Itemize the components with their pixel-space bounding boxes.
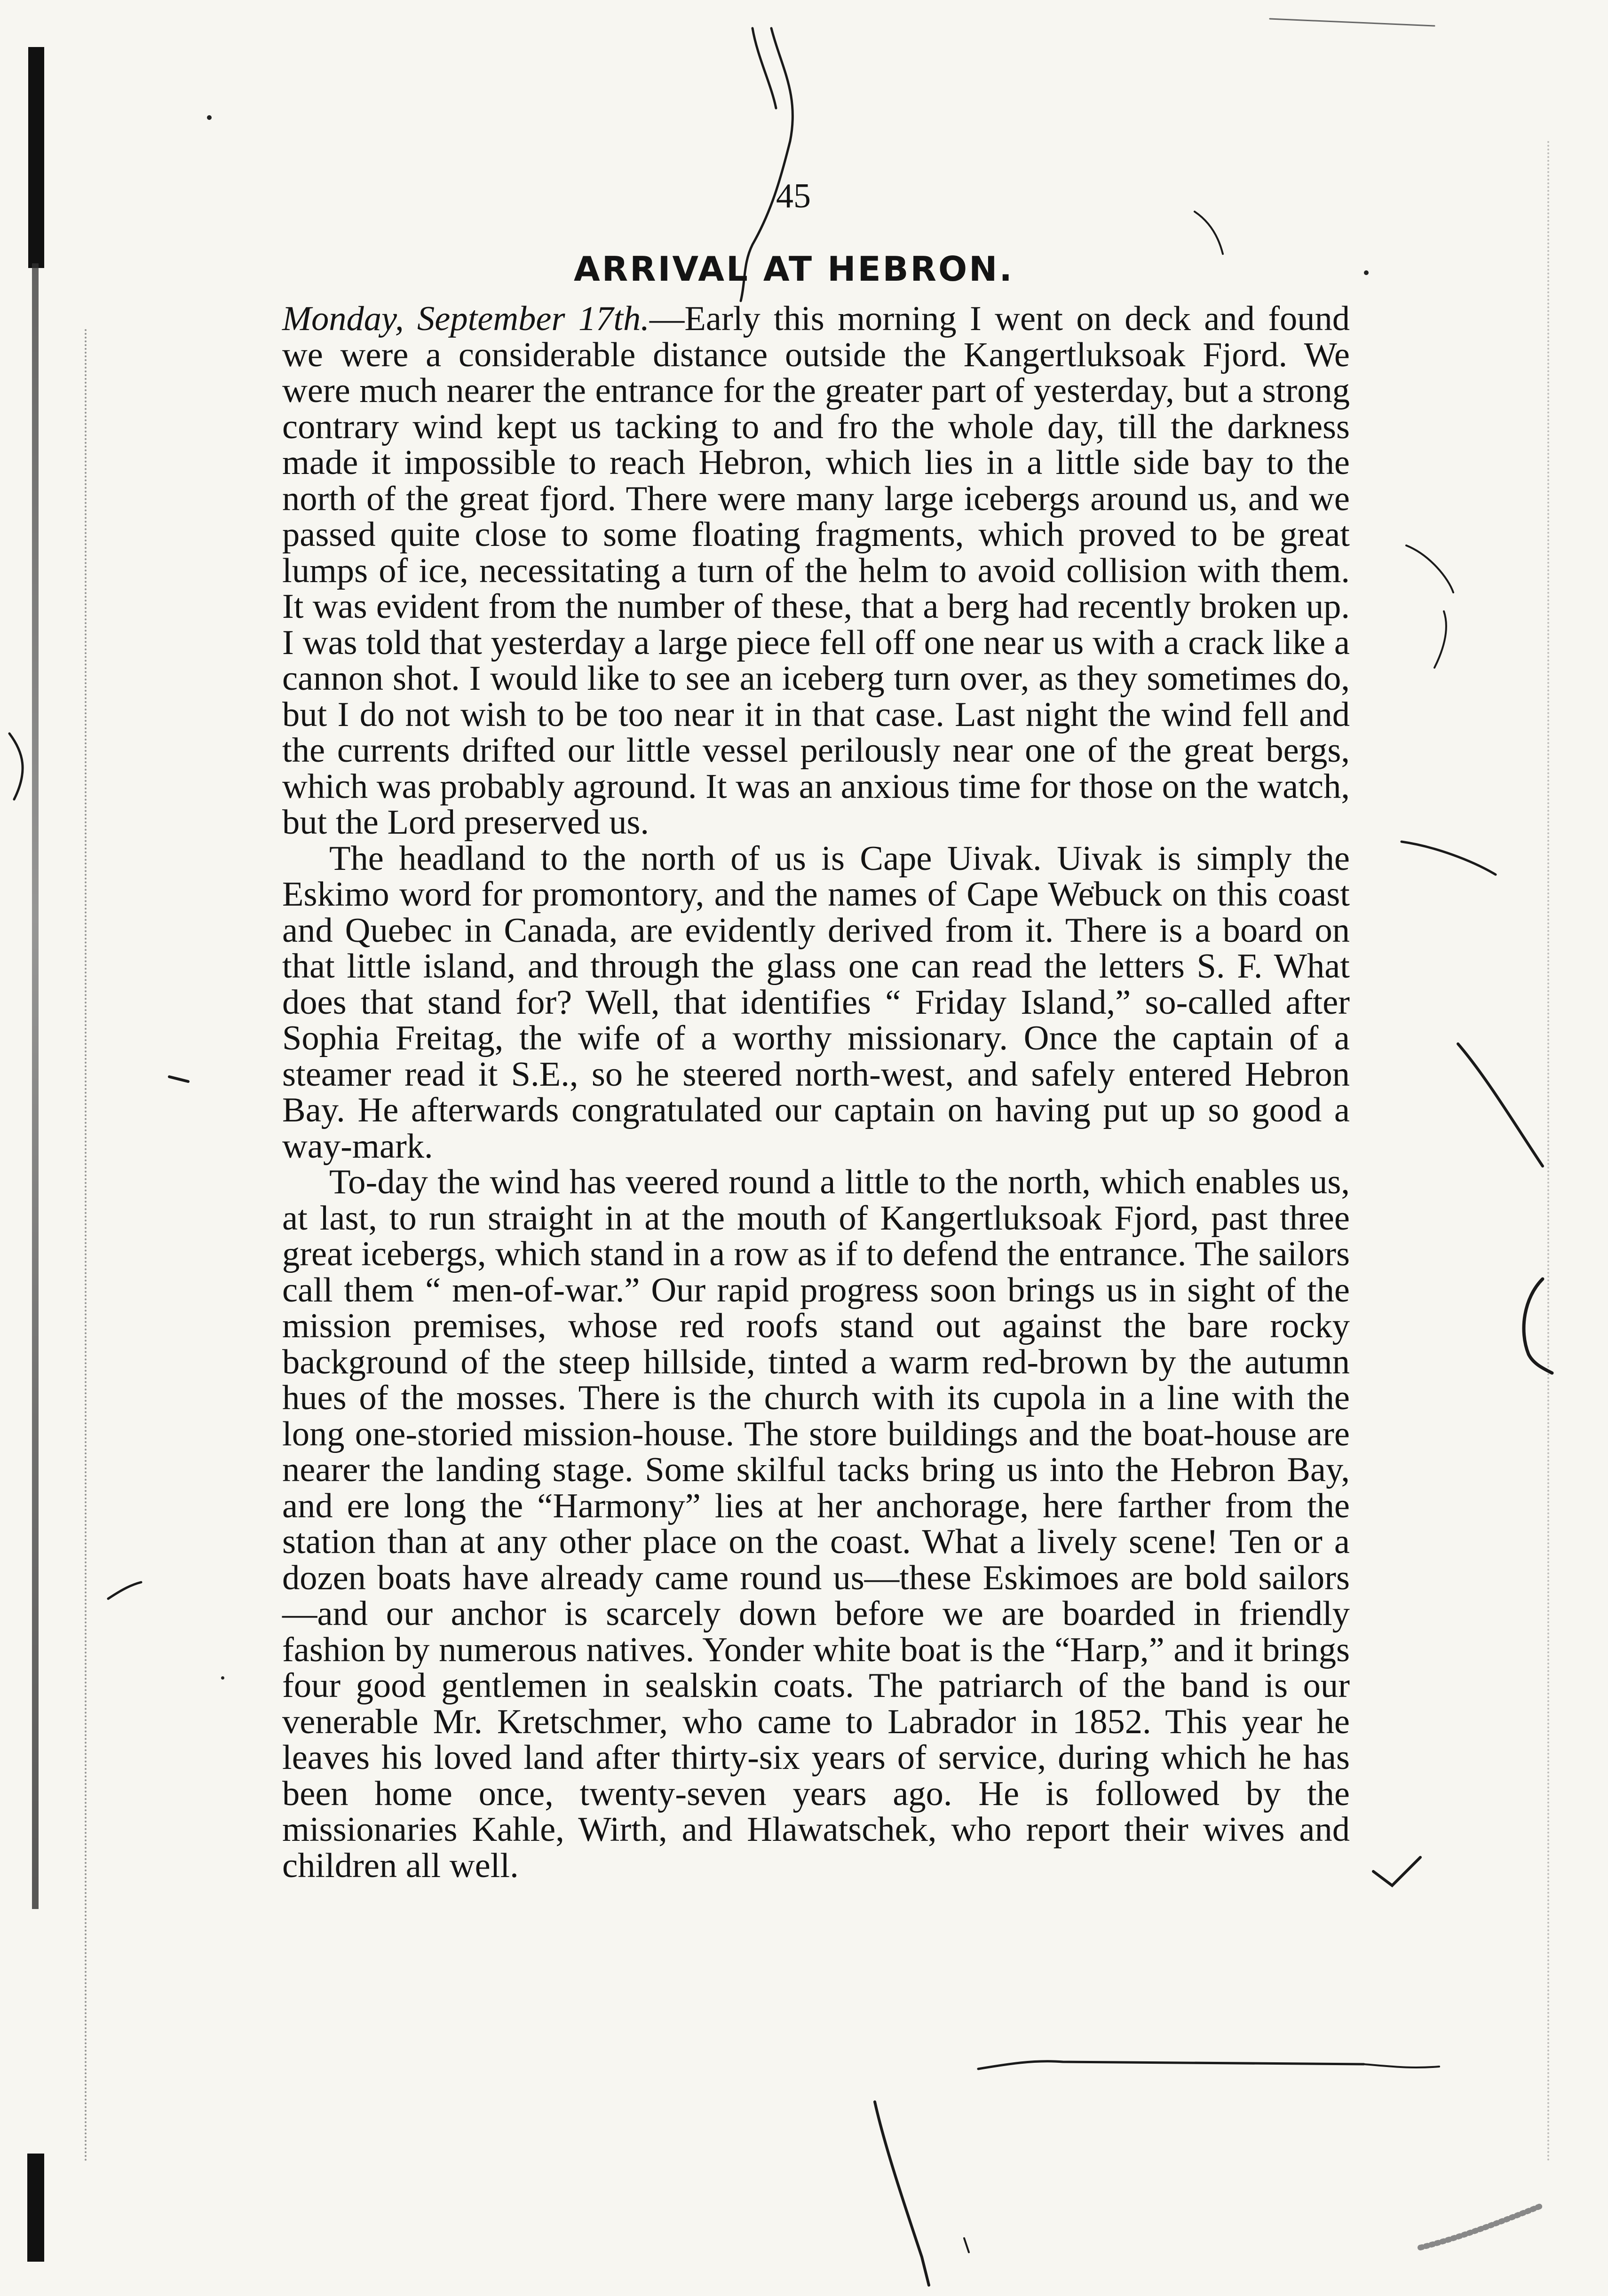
paragraph: The headland to the north of us is Cape Uivak. Uivak is simply the Eskimo word for promontory, and the names of Cape Webuck on this coast and Quebec in Canada, are evidently derived from it. There is a board on that little island, and through the glass one can read the letters S. F. What does that stand for? Well, that identifies “ Friday Island,” so-called after Sophia Freitag, the wife of a worthy missionary. Once the captain of a steamer read it S.E., so he steered north-west, and safely entered Hebron Bay. He afterwards congratulated our captain on having put up so good a way-mark.	[282, 839, 1350, 1166]
page-number: 45	[776, 177, 811, 215]
paragraph: To-day the wind has veered round a little to the north, which enables us, at last, to run straight in at the mouth of Kangertluksoak Fjord, past three great icebergs, which stand in a row as if to defend the entrance. The sailors call them “ men-of-war.” Our rapid progress soon brings us in sight of the mission premises, whose red roofs stand out against the bare rocky background of the steep hillside, tinted a warm red-brown by the autumn hues of the mosses. There is the church with its cupola in a line with the long one-storied mission-house. The store buildings and the boat-house are nearer the landing stage. Some skilful tacks bring us into the Hebron Bay, and ere long the “Harmony” lies at her anchorage, here farther from the station than at any other place on the coast. What a lively scene! Ten or a dozen boats have already came round us—these Eskimoes are bold sailors—and our anchor is scarcely down before we are boarded in friendly fashion by numerous natives. Yonder white boat is the “Harp,” and it brings four good gentlemen in sealskin coats. The patriarch of the band is our venerable Mr. Kretschmer, who came to Labrador in 1852. This year he leaves his loved land after thirty-six years of service, during which he has been home once, twenty-seven years ago. He is followed by the missionaries Kahle, Wirth, and Hlawatschek, who report their wives and children all well.	[282, 1163, 1350, 1885]
body-text	[282, 301, 1350, 1884]
paragraph	[282, 301, 1350, 841]
paragraph-body: —Early this morning I went on deck and found we were a considerable distance outside the Kangertluksoak Fjord. We were much nearer the entrance for the greater part of yesterday, but a strong contrary wind kept us tacking to and fro the whole day, till the darkness made it impossible to reach Hebron, which lies in a little side bay to the north of the great fjord. There were many large icebergs around us, and we passed quite close to some floating fragments, which proved to be great lumps of ice, necessitating a turn of the helm to avoid collision with them. It was evident from the number of these, that a berg had recently broken up. I was told that yesterday a large piece fell off one near us with a crack like a cannon shot. I would like to see an iceberg turn over, as they sometimes do, but I do not wish to be too near it in that case. Last night the wind fell and the currents drifted our little vessel perilously near one of the great bergs, which was probably aground. It was an anxious time for those on the watch, but the Lord preserved us.	[282, 300, 1350, 842]
dateline: Monday, September 17th.	[282, 300, 650, 338]
page-heading: ARRIVAL AT HEBRON.	[574, 249, 1014, 289]
